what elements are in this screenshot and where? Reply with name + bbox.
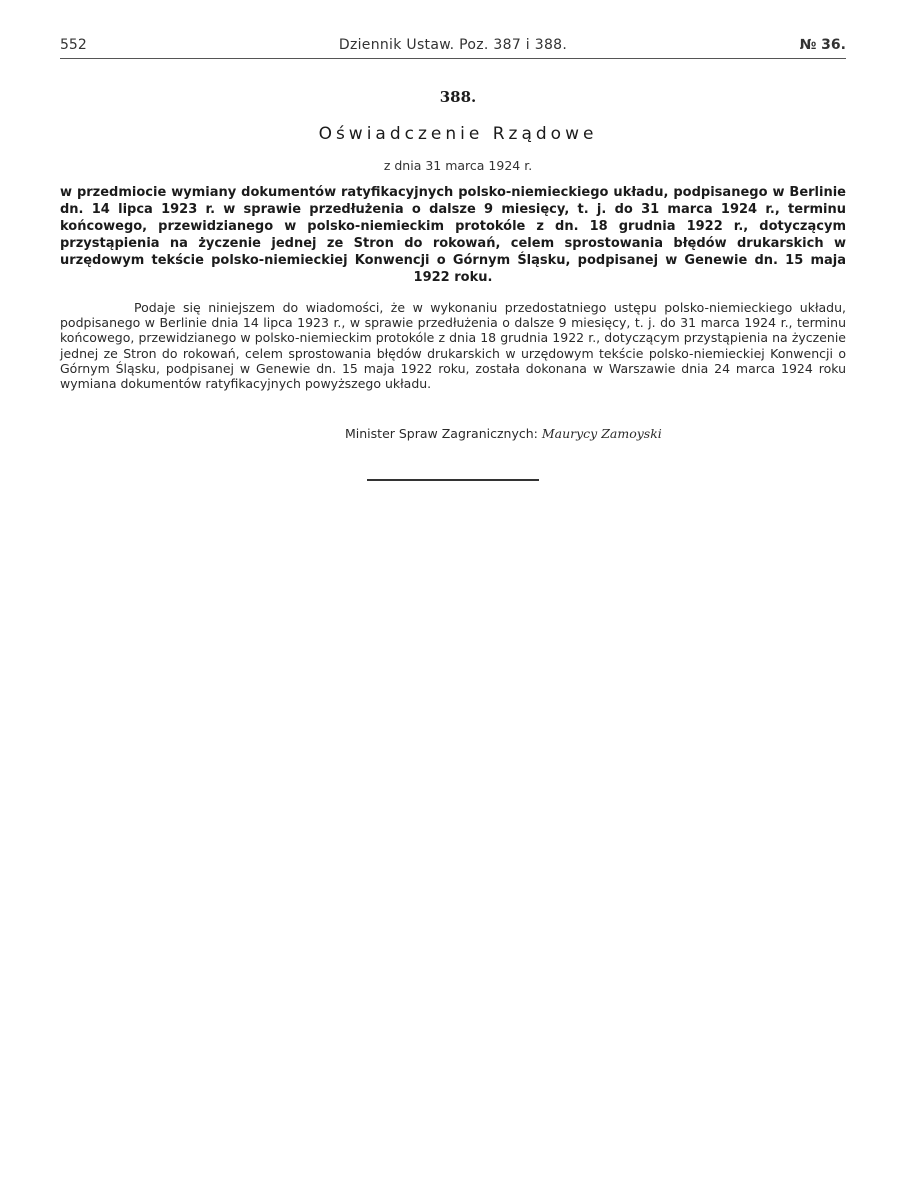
issue-number: № 36. xyxy=(799,37,846,53)
end-divider xyxy=(367,479,539,481)
header-divider xyxy=(60,58,846,59)
act-number: 388. xyxy=(439,88,477,106)
running-title: Dziennik Ustaw. Poz. 387 i 388. xyxy=(338,37,568,53)
act-title: Oświadczenie Rządowe xyxy=(318,124,598,144)
page-number: 552 xyxy=(60,37,87,53)
act-subject: w przedmiocie wymiany dokumentów ratyfikacyjnych polsko-niemieckiego układu, podpisanego w Berlinie dn. 14 lipca 1923 r. w sprawie przedłużenia o dalsze 9 miesięcy, t. j. do 31 marca 1924 r., terminu końcowego, przewidzianego w polsko-niemieckim protokóle z dn. 18 grudnia 1922 r., dotyczącym przystąpienia na życzenie jednej ze Stron do rokowań, celem sprostowania błędów drukarskich w urzędowym tekście polsko-niemieckiej Konwencji o Górnym Śląsku, podpisanej w Genewie dn. 15 maja 1922 roku. xyxy=(60,185,846,285)
signature-line xyxy=(345,426,662,441)
act-date: z dnia 31 marca 1924 r. xyxy=(383,158,533,173)
page-header xyxy=(60,37,846,57)
signature-name: Maurycy Zamoyski xyxy=(541,426,662,441)
act-body: Podaje się niniejszem do wiadomości, że w wykonaniu przedostatniego ustępu polsko-niemieckiego układu, podpisanego w Berlinie dnia 14 lipca 1923 r., w sprawie przedłużenia o dalsze 9 miesięcy, t. j. do 31 marca 1924 r., terminu końcowego, przewidzianego w polsko-niemieckim protokóle z dnia 18 grudnia 1922 r., dotyczącym przystąpienia na życzenie jednej ze Stron do rokowań, celem sprostowania błędów drukarskich w urzędowym tekście polsko-niemieckiej Konwencji o Górnym Śląsku, podpisanej w Genewie dn. 15 maja 1922 roku, została dokonana w Warszawie dnia 24 marca 1924 roku wymiana dokumentów ratyfikacyjnych powyższego układu. xyxy=(60,300,846,392)
signature-role: Minister Spraw Zagranicznych: xyxy=(345,426,538,441)
